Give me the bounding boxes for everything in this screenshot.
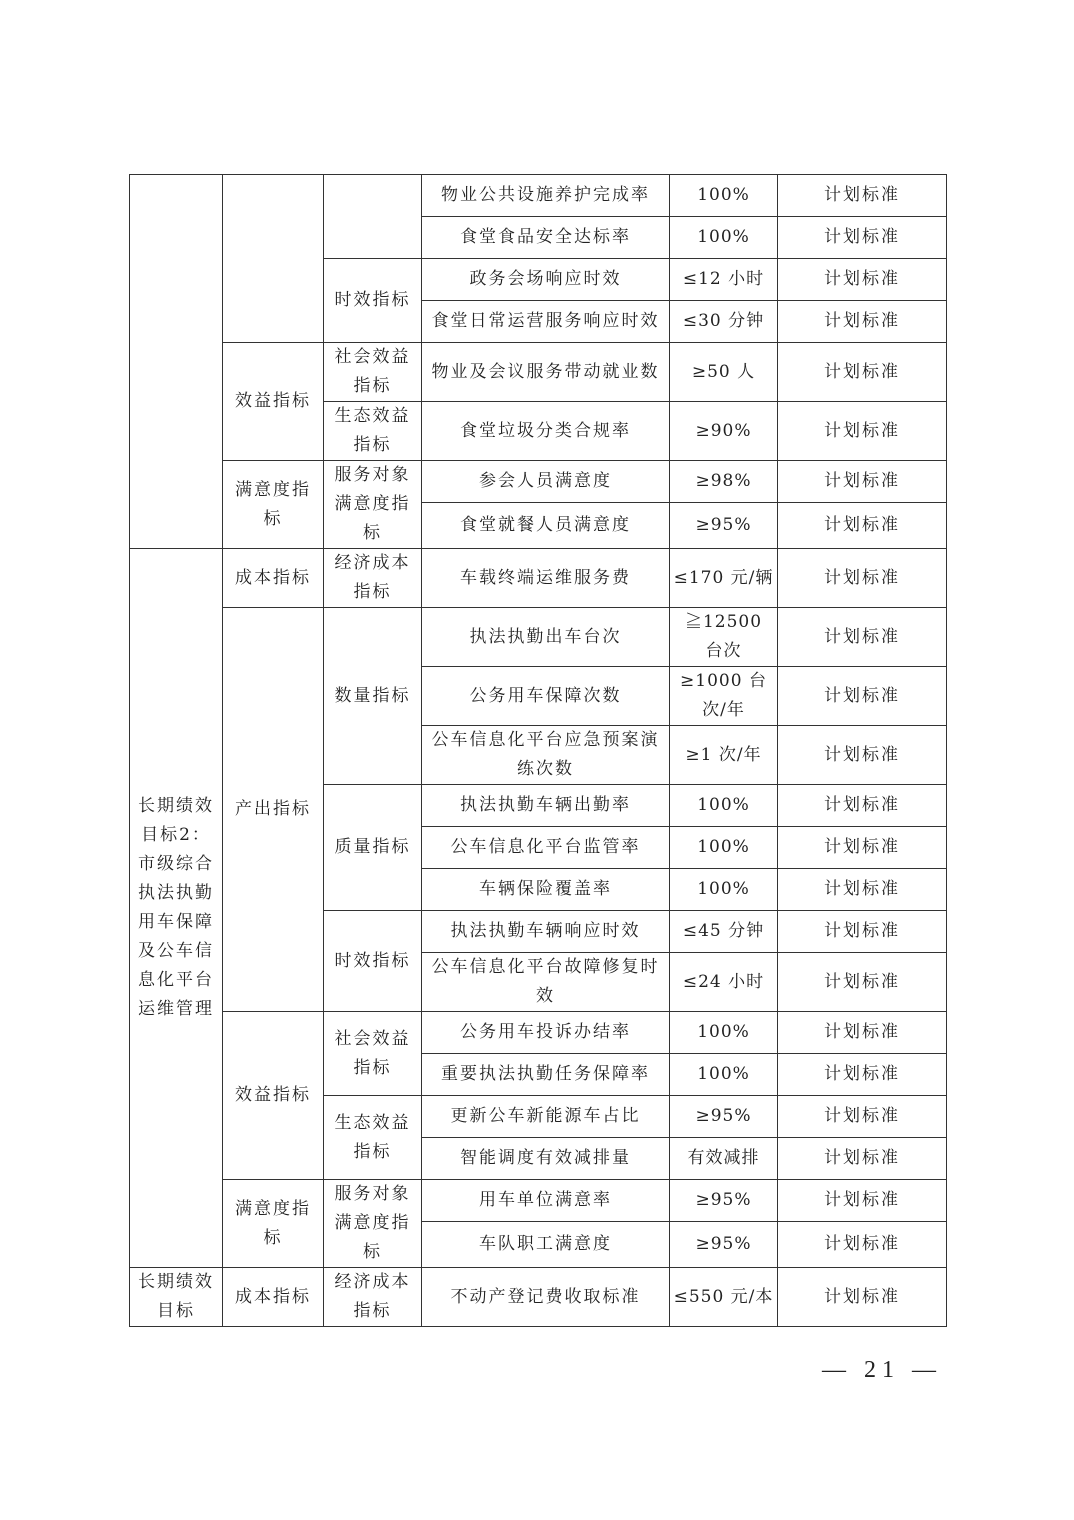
subcategory-cell: 社会效益指标: [324, 1012, 422, 1096]
indicator-cell: 执法执勤出车台次: [422, 608, 670, 667]
value-cell: ≥98%: [670, 461, 778, 503]
standard-cell: 计划标准: [778, 953, 947, 1012]
subcategory-cell: 质量指标: [324, 785, 422, 911]
standard-cell: 计划标准: [778, 503, 947, 549]
standard-cell: 计划标准: [778, 402, 947, 461]
indicator-cell: 食堂就餐人员满意度: [422, 503, 670, 549]
category-cell: 成本指标: [223, 1268, 324, 1327]
standard-cell: 计划标准: [778, 726, 947, 785]
standard-cell: 计划标准: [778, 1268, 947, 1327]
standard-cell: 计划标准: [778, 785, 947, 827]
indicator-cell: 公务用车保障次数: [422, 667, 670, 726]
indicator-cell: 重要执法执勤任务保障率: [422, 1054, 670, 1096]
value-cell: ≧12500 台次: [670, 608, 778, 667]
goal-cell-continued: [130, 175, 223, 549]
category-cell: 满意度指标: [223, 1180, 324, 1268]
standard-cell: 计划标准: [778, 869, 947, 911]
value-cell: 有效减排: [670, 1138, 778, 1180]
indicator-cell: 执法执勤车辆出勤率: [422, 785, 670, 827]
category-cell: 效益指标: [223, 343, 324, 461]
standard-cell: 计划标准: [778, 1180, 947, 1222]
indicator-cell: 用车单位满意率: [422, 1180, 670, 1222]
value-cell: ≤170 元/辆: [670, 549, 778, 608]
page-number: — 21 —: [822, 1357, 942, 1383]
value-cell: ≤24 小时: [670, 953, 778, 1012]
indicator-cell: 不动产登记费收取标准: [422, 1268, 670, 1327]
indicator-cell: 食堂垃圾分类合规率: [422, 402, 670, 461]
table-row: [130, 1268, 947, 1327]
value-cell: 100%: [670, 869, 778, 911]
table-row: [130, 608, 947, 667]
subcategory-cell: 数量指标: [324, 608, 422, 785]
value-cell: 100%: [670, 785, 778, 827]
indicator-cell: 物业公共设施养护完成率: [422, 175, 670, 217]
indicator-cell: 公车信息化平台故障修复时效: [422, 953, 670, 1012]
subcategory-cell: 经济成本指标: [324, 1268, 422, 1327]
subcategory-cell: 服务对象满意度指标: [324, 1180, 422, 1268]
standard-cell: 计划标准: [778, 1012, 947, 1054]
value-cell: ≤550 元/本: [670, 1268, 778, 1327]
standard-cell: 计划标准: [778, 608, 947, 667]
subcategory-cell: 时效指标: [324, 259, 422, 343]
standard-cell: 计划标准: [778, 911, 947, 953]
value-cell: ≥95%: [670, 1222, 778, 1268]
subcategory-cell: 经济成本指标: [324, 549, 422, 608]
value-cell: ≥90%: [670, 402, 778, 461]
goal-cell: 长期绩效目标2：市级综合执法执勤用车保障及公车信息化平台运维管理: [130, 549, 223, 1268]
indicator-cell: 车载终端运维服务费: [422, 549, 670, 608]
indicator-cell: 食堂日常运营服务响应时效: [422, 301, 670, 343]
standard-cell: 计划标准: [778, 301, 947, 343]
value-cell: 100%: [670, 1054, 778, 1096]
indicator-cell: 参会人员满意度: [422, 461, 670, 503]
performance-table: [129, 174, 947, 1327]
category-cell: 产出指标: [223, 608, 324, 1012]
value-cell: ≥50 人: [670, 343, 778, 402]
standard-cell: 计划标准: [778, 827, 947, 869]
standard-cell: 计划标准: [778, 1138, 947, 1180]
subcategory-cell-continued: [324, 175, 422, 259]
value-cell: ≥95%: [670, 1180, 778, 1222]
indicator-cell: 车辆保险覆盖率: [422, 869, 670, 911]
subcategory-cell: 社会效益指标: [324, 343, 422, 402]
value-cell: ≤12 小时: [670, 259, 778, 301]
indicator-cell: 执法执勤车辆响应时效: [422, 911, 670, 953]
standard-cell: 计划标准: [778, 549, 947, 608]
value-cell: ≥1 次/年: [670, 726, 778, 785]
category-cell: 满意度指标: [223, 461, 324, 549]
category-cell: 效益指标: [223, 1012, 324, 1180]
indicator-cell: 智能调度有效减排量: [422, 1138, 670, 1180]
table-row: [130, 549, 947, 608]
indicator-cell: 车队职工满意度: [422, 1222, 670, 1268]
indicator-cell: 政务会场响应时效: [422, 259, 670, 301]
standard-cell: 计划标准: [778, 175, 947, 217]
subcategory-cell: 生态效益指标: [324, 1096, 422, 1180]
category-cell: 成本指标: [223, 549, 324, 608]
table-row: [130, 461, 947, 503]
table-row: [130, 1180, 947, 1222]
table-row: [130, 1012, 947, 1054]
standard-cell: 计划标准: [778, 667, 947, 726]
table-row: [130, 343, 947, 402]
standard-cell: 计划标准: [778, 461, 947, 503]
subcategory-cell: 时效指标: [324, 911, 422, 1012]
value-cell: ≥95%: [670, 1096, 778, 1138]
value-cell: ≥95%: [670, 503, 778, 549]
value-cell: 100%: [670, 1012, 778, 1054]
indicator-cell: 公车信息化平台应急预案演练次数: [422, 726, 670, 785]
indicator-cell: 公务用车投诉办结率: [422, 1012, 670, 1054]
value-cell: ≥1000 台次/年: [670, 667, 778, 726]
subcategory-cell: 生态效益指标: [324, 402, 422, 461]
standard-cell: 计划标准: [778, 343, 947, 402]
indicator-cell: 食堂食品安全达标率: [422, 217, 670, 259]
indicator-cell: 更新公车新能源车占比: [422, 1096, 670, 1138]
value-cell: ≤30 分钟: [670, 301, 778, 343]
indicator-cell: 公车信息化平台监管率: [422, 827, 670, 869]
goal-cell: 长期绩效目标: [130, 1268, 223, 1327]
value-cell: 100%: [670, 217, 778, 259]
standard-cell: 计划标准: [778, 1222, 947, 1268]
value-cell: 100%: [670, 175, 778, 217]
standard-cell: 计划标准: [778, 1096, 947, 1138]
table-row: [130, 175, 947, 217]
standard-cell: 计划标准: [778, 217, 947, 259]
value-cell: 100%: [670, 827, 778, 869]
subcategory-cell: 服务对象满意度指标: [324, 461, 422, 549]
indicator-cell: 物业及会议服务带动就业数: [422, 343, 670, 402]
category-cell-continued: [223, 175, 324, 343]
standard-cell: 计划标准: [778, 1054, 947, 1096]
value-cell: ≤45 分钟: [670, 911, 778, 953]
standard-cell: 计划标准: [778, 259, 947, 301]
